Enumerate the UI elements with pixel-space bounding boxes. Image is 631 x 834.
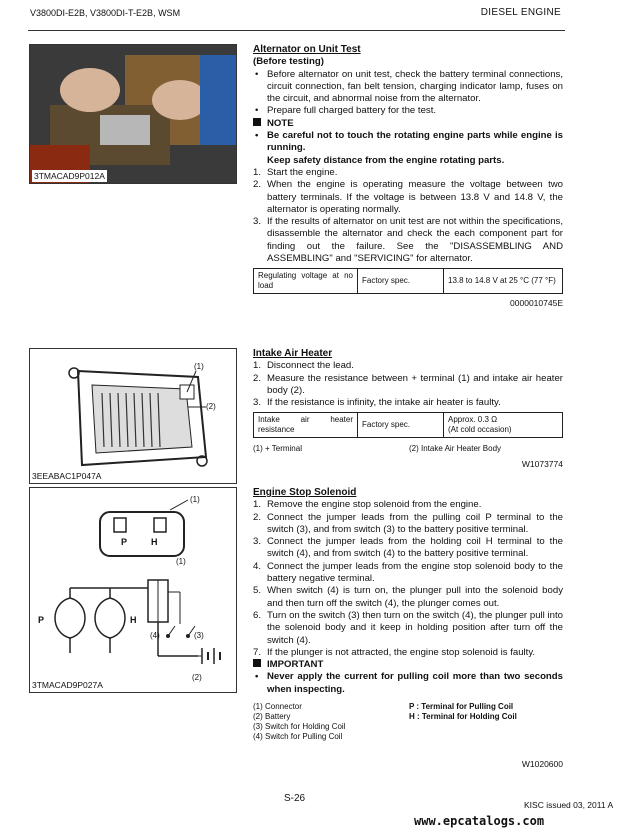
list-item: 2. Measure the resistance between + terminal (1) and intake air heater body (2). xyxy=(253,372,563,396)
figure-caption: 3TMACAD9P012A xyxy=(34,170,105,181)
reference-code: 0000010745E xyxy=(510,298,563,309)
list-item: 2. When the engine is operating measure the voltage between two battery terminals. If the voltage is between 13.8 V and 14.8 V, the alternator is operating normally. xyxy=(253,179,563,215)
bullet-list xyxy=(253,69,563,118)
list-item: 2. Connect the jumper leads from the pulling coil P terminal to the switch (3), and from switch (3) to the battery positive terminal. xyxy=(253,511,563,535)
section-subtitle: (Before testing) xyxy=(253,56,324,68)
steps-list xyxy=(253,499,563,659)
figure-caption: 3TMACAD9P027A xyxy=(32,679,103,690)
callout-connector: (1) xyxy=(190,495,200,504)
coil-p-label: P xyxy=(38,615,45,625)
section-title: Alternator on Unit Test xyxy=(253,44,361,55)
stop-solenoid-figure xyxy=(29,487,237,693)
callout-battery: (2) xyxy=(192,673,202,682)
watermark: www.epcatalogs.com xyxy=(414,814,545,828)
legend-item: (3) Switch for Holding Coil xyxy=(253,722,346,732)
steps-list xyxy=(253,167,563,265)
legend-item: (1) + Terminal xyxy=(253,444,302,454)
important-text: • Never apply the current for pulling coil more than two seconds when inspecting. xyxy=(253,671,563,696)
coil-h-label: H xyxy=(130,615,137,625)
important-list xyxy=(253,671,563,696)
callout-switch-4: (4) xyxy=(150,631,160,640)
spec-table xyxy=(253,268,563,294)
solenoid-diagram xyxy=(30,488,237,693)
callout-2: (2) xyxy=(206,402,216,411)
header-section: DIESEL ENGINE xyxy=(480,7,561,18)
header-model: V3800DI-E2B, V3800DI-T-E2B, WSM xyxy=(30,8,181,18)
spec-table xyxy=(253,412,563,438)
list-item: 5. When switch (4) is turn on, the plunger pull into the solenoid body and then turn off the switch (4), the plunger comes out. xyxy=(253,585,563,609)
alternator-test-photo xyxy=(29,44,237,184)
intake-air-heater-figure xyxy=(29,348,237,484)
spec-item: Intake air heater resistance xyxy=(254,413,358,438)
list-item: 4. Connect the jumper leads from the engine stop solenoid body to the battery negative terminal. xyxy=(253,560,563,585)
legend-item: H : Terminal for Holding Coil xyxy=(409,712,517,722)
spec-label: Factory spec. xyxy=(358,413,444,438)
list-item: 6. Turn on the switch (3) then turn on the switch (4), the plunger pull into the solenoid body and it keep in holding position after turn off the switch (4). xyxy=(253,609,563,646)
spec-value: Approx. 0.3 Ω (At cold occasion) xyxy=(444,413,563,438)
note-list xyxy=(253,130,563,167)
callout-solenoid: (1) xyxy=(176,557,186,566)
legend-item: (2) Intake Air Heater Body xyxy=(409,444,502,454)
alternator-section xyxy=(253,44,563,310)
callout-1: (1) xyxy=(194,362,204,371)
legend-item: (1) Connector xyxy=(253,702,302,712)
list-item: 3. Connect the jumper leads from the holding coil H terminal to the switch (4), and from switch (4) to the battery positive terminal. xyxy=(253,536,563,560)
spec-label: Factory spec. xyxy=(358,269,444,294)
intake-air-heater-section xyxy=(253,348,563,471)
page-number: S-26 xyxy=(284,793,306,804)
legend-item: (2) Battery xyxy=(253,712,291,722)
stop-solenoid-section xyxy=(253,487,563,770)
alternator-photo-graphic xyxy=(30,45,237,184)
list-item: 7. If the plunger is not attracted, the engine stop solenoid is faulty. xyxy=(253,646,536,658)
section-title: Intake Air Heater xyxy=(253,348,333,359)
spec-item: Regulating voltage at no load xyxy=(254,269,358,294)
important-heading: IMPORTANT xyxy=(253,659,563,671)
legend-item: (4) Switch for Pulling Coil xyxy=(253,732,343,742)
square-icon xyxy=(253,659,261,667)
terminal-p-label: P xyxy=(121,537,128,547)
list-item: • Before alternator on unit test, check the battery terminal connections, circuit connection, fan belt tension, charging indicator lamp, fuses on the circuit, and abnormal noise from the alternator. xyxy=(253,69,563,106)
note-heading: NOTE xyxy=(253,118,563,130)
list-item: 1. Start the engine. xyxy=(253,166,338,178)
steps-list xyxy=(253,360,563,409)
issue-note: KISC issued 03, 2011 A xyxy=(524,800,614,810)
legend xyxy=(253,702,563,744)
list-item: 3. If the results of alternator on unit test are not within the specifications, disassemble the alternator and check the each component part for finding out the failure. See the "DISASSEMBLING AND ASSEMBLING" and "SERVICING" for alternator. xyxy=(253,216,563,265)
list-item: 3. If the resistance is infinity, the intake air heater is faulty. xyxy=(253,397,501,409)
reference-code: W1073774 xyxy=(521,459,563,470)
section-title: Engine Stop Solenoid xyxy=(253,487,357,498)
note-text: • Be careful not to touch the rotating engine parts while engine is running. Keep safety distance from the engine rotating parts. xyxy=(253,130,563,167)
square-icon xyxy=(253,118,261,126)
legend xyxy=(253,444,563,456)
list-item: 1. Disconnect the lead. xyxy=(253,360,354,372)
reference-code: W1020600 xyxy=(521,759,563,770)
list-item: 1. Remove the engine stop solenoid from the engine. xyxy=(253,499,482,511)
header-divider xyxy=(28,30,565,31)
terminal-h-label: H xyxy=(151,537,158,547)
figure-caption: 3EEABAC1P047A xyxy=(32,470,102,481)
spec-value: 13.8 to 14.8 V at 25 °C (77 °F) xyxy=(444,269,563,294)
heater-diagram xyxy=(30,349,237,484)
list-item: • Prepare full charged battery for the test. xyxy=(253,105,563,117)
legend-item: P : Terminal for Pulling Coil xyxy=(409,702,514,712)
callout-switch-3: (3) xyxy=(194,631,204,640)
